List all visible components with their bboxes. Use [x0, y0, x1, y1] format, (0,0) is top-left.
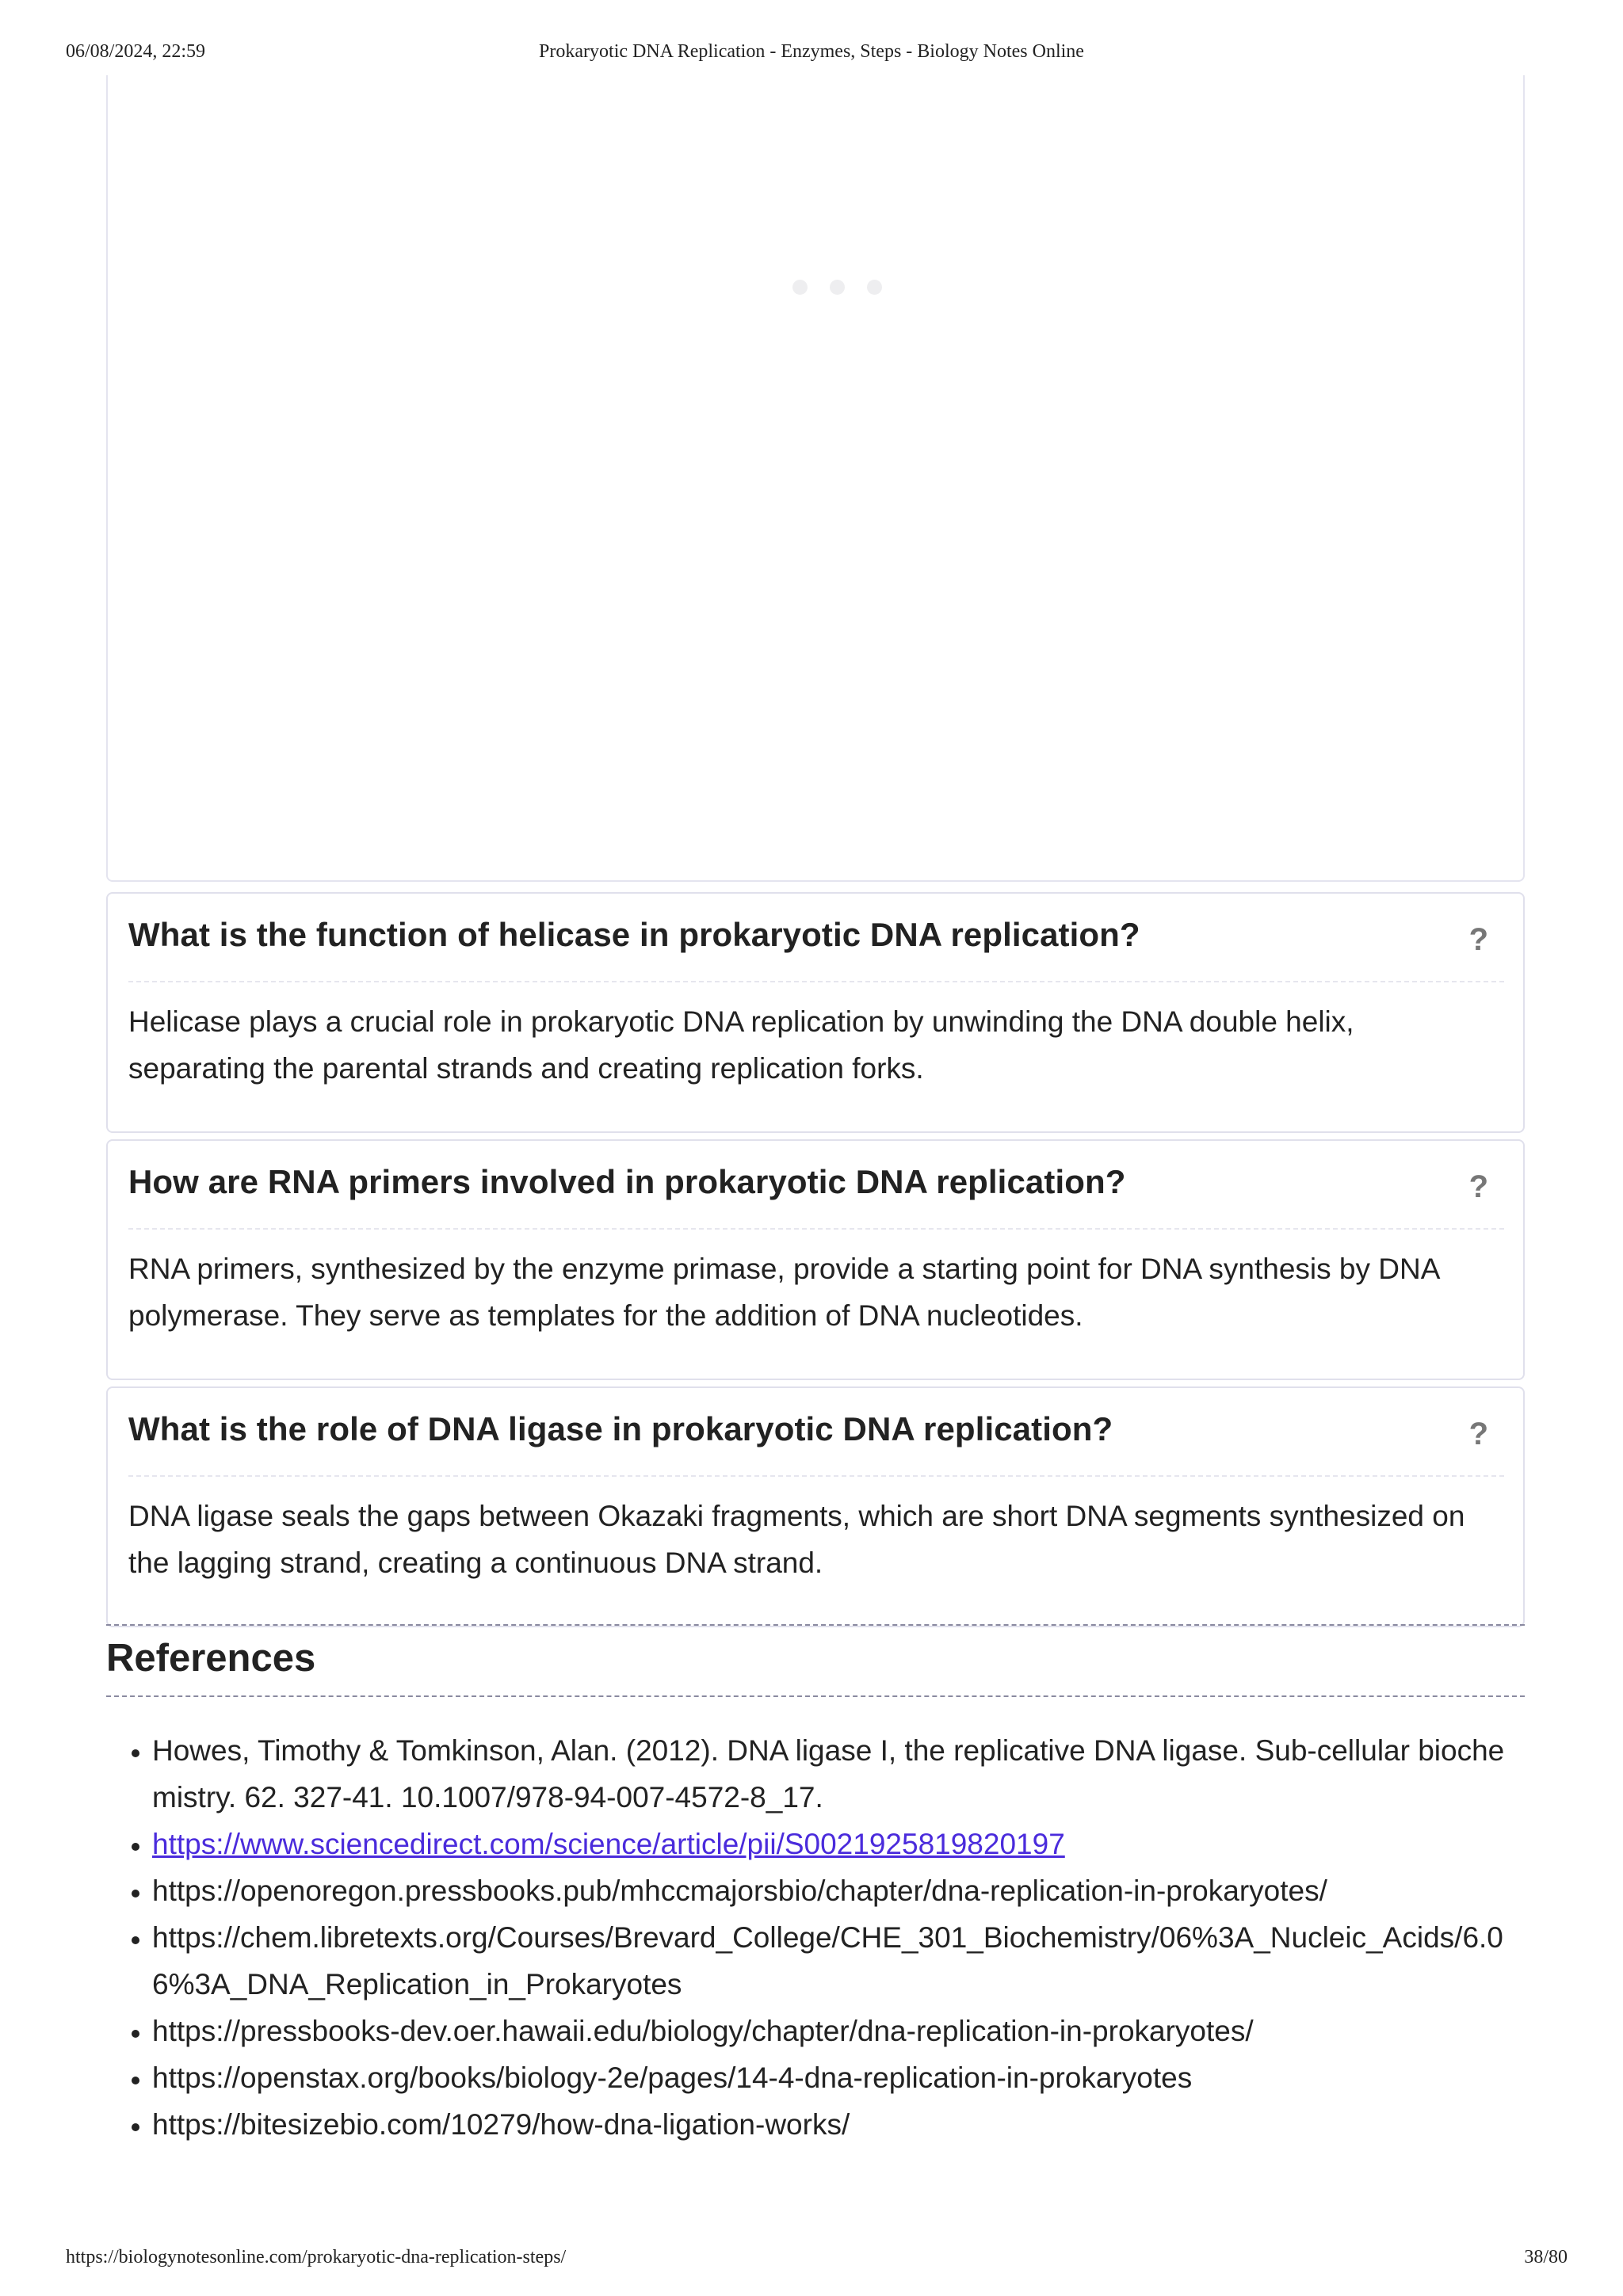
- reference-item: • https://bitesizebio.com/10279/how-dna-ligation-works/: [152, 2101, 1525, 2148]
- reference-link[interactable]: https://www.sciencedirect.com/science/article/pii/S0021925819820197: [152, 1828, 1065, 1860]
- reference-item[interactable]: [152, 1821, 1525, 1867]
- faq-answer: Helicase plays a crucial role in prokaryotic DNA replication by unwinding the DNA double helix, separating the parental strands and creating replication forks.: [128, 1005, 1354, 1085]
- loading-dot: [792, 280, 808, 295]
- references-top-divider: [106, 1624, 1525, 1626]
- question-mark-icon[interactable]: ?: [1468, 1169, 1488, 1204]
- faq-divider: [128, 1475, 1504, 1477]
- faq-divider: [128, 981, 1504, 982]
- embedded-content-frame: [106, 75, 1525, 882]
- question-mark-icon[interactable]: ?: [1468, 922, 1488, 957]
- print-page-number: 38/80: [1524, 2247, 1568, 2267]
- reference-item: • https://chem.libretexts.org/Courses/Brevard_College/CHE_301_Biochemistry/06%3A_Nucleic_Acids/6.06%3A_DNA_Replication_in_Prokaryotes: [152, 1914, 1525, 2008]
- references-heading: References: [106, 1637, 316, 1680]
- faq-answer: DNA ligase seals the gaps between Okazaki fragments, which are short DNA segments synthesized on the lagging strand, creating a continuous DNA strand.: [128, 1500, 1465, 1579]
- faq-item-helicase[interactable]: [106, 892, 1525, 1133]
- faq-answer: RNA primers, synthesized by the enzyme primase, provide a starting point for DNA synthesis by DNA polymerase. They serve as templates for the addition of DNA nucleotides.: [128, 1253, 1439, 1332]
- faq-question[interactable]: What is the role of DNA ligase in prokaryotic DNA replication?: [128, 1410, 1113, 1447]
- loading-dot: [830, 280, 845, 295]
- print-datetime: 06/08/2024, 22:59: [66, 41, 206, 62]
- reference-item: • https://openoregon.pressbooks.pub/mhccmajorsbio/chapter/dna-replication-in-prokaryotes/: [152, 1867, 1525, 1914]
- print-page-url: https://biologynotesonline.com/prokaryotic-dna-replication-steps/: [66, 2247, 567, 2267]
- loading-dot: [867, 280, 882, 295]
- faq-item-rna-primers[interactable]: [106, 1139, 1525, 1380]
- print-header: [0, 41, 1623, 70]
- reference-item: • https://pressbooks-dev.oer.hawaii.edu/biology/chapter/dna-replication-in-prokaryotes/: [152, 2008, 1525, 2054]
- faq-question[interactable]: What is the function of helicase in prokaryotic DNA replication?: [128, 916, 1140, 953]
- print-page-title: Prokaryotic DNA Replication - Enzymes, Steps - Biology Notes Online: [539, 41, 1084, 62]
- loading-indicator: [792, 280, 882, 295]
- references-bottom-divider: [106, 1695, 1525, 1697]
- references-list: [106, 1727, 1525, 2148]
- question-mark-icon[interactable]: ?: [1468, 1417, 1488, 1451]
- reference-item: • Howes, Timothy & Tomkinson, Alan. (2012). DNA ligase I, the replicative DNA ligase. Sub-cellular biochemistry. 62. 327-41. 10.1007/978-94-007-4572-8_17.: [152, 1727, 1525, 1821]
- faq-item-dna-ligase[interactable]: [106, 1386, 1525, 1627]
- faq-divider: [128, 1228, 1504, 1230]
- reference-item: • https://openstax.org/books/biology-2e/pages/14-4-dna-replication-in-prokaryotes: [152, 2054, 1525, 2101]
- print-footer: [0, 2247, 1623, 2275]
- faq-question[interactable]: How are RNA primers involved in prokaryotic DNA replication?: [128, 1163, 1126, 1200]
